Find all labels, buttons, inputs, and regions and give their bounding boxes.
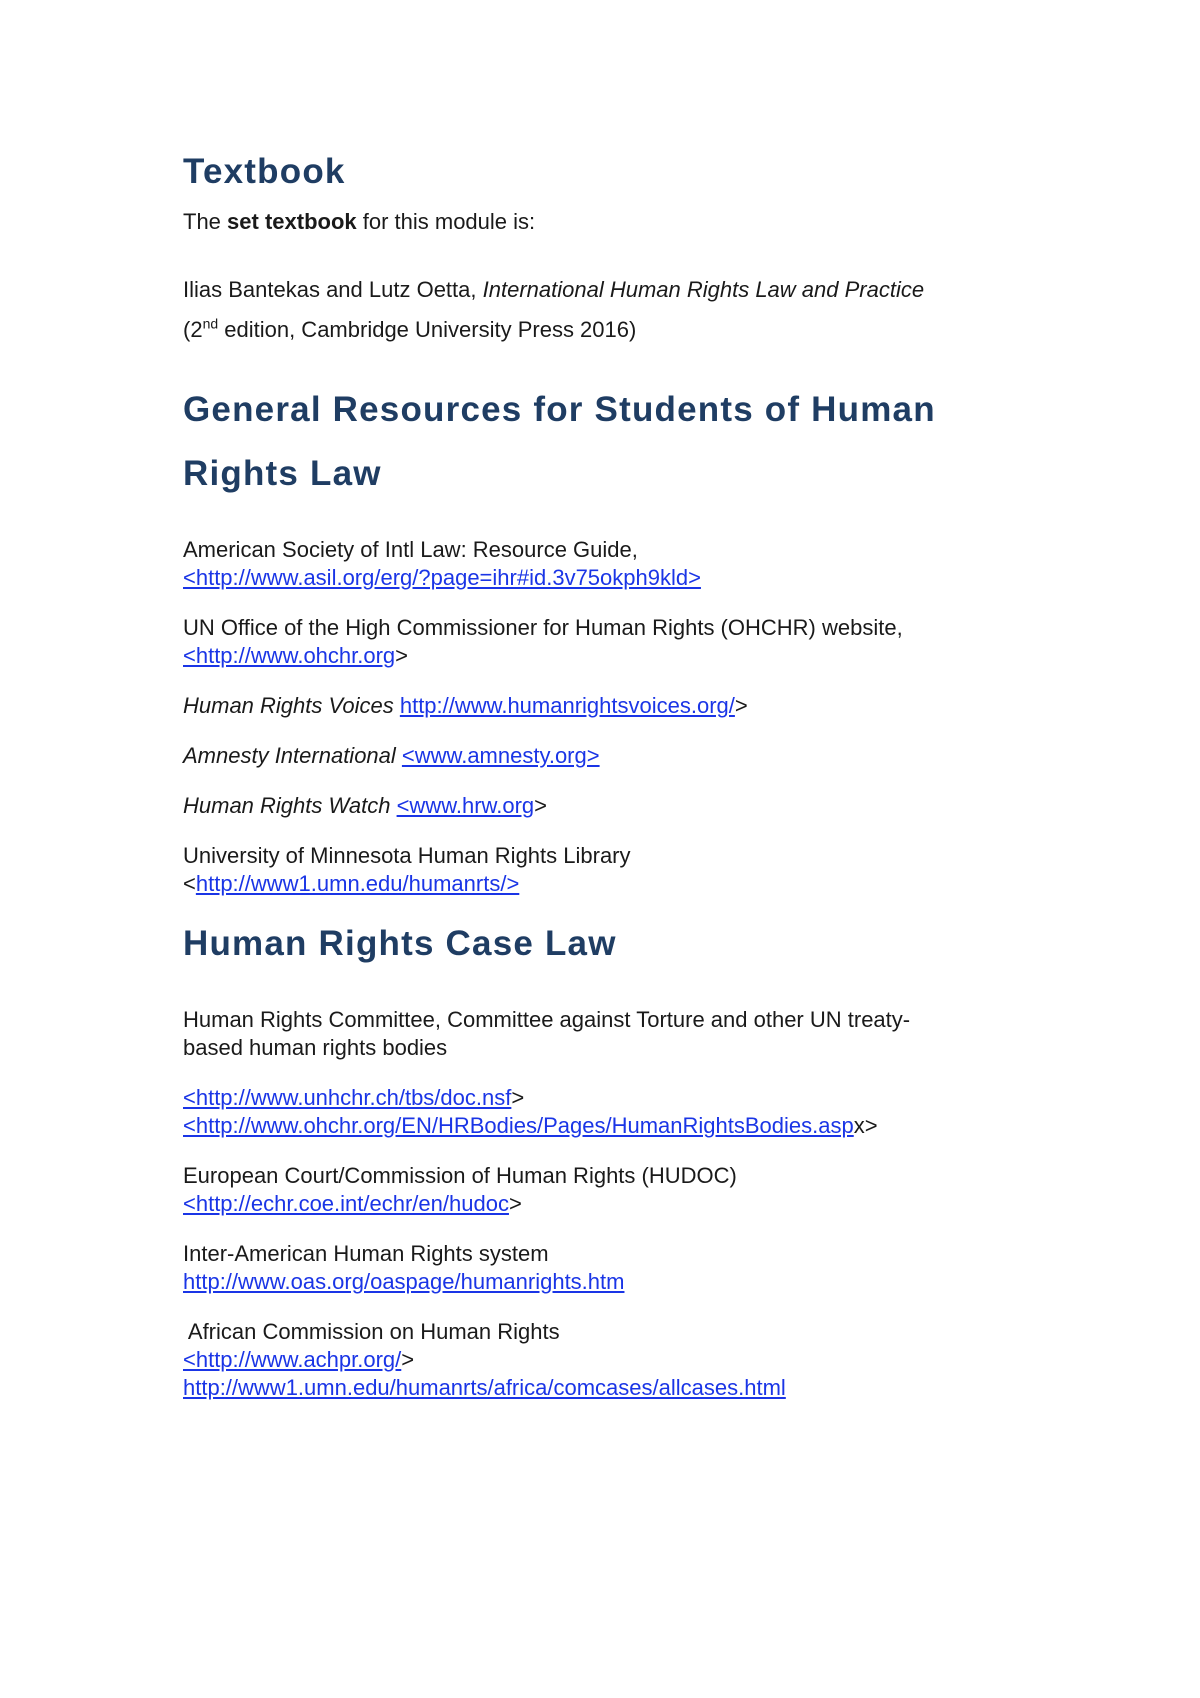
achpr-link[interactable]: <http://www.achpr.org/ — [183, 1347, 402, 1372]
textbook-heading: Textbook — [183, 152, 346, 191]
book-title: International Human Rights Law and Practice — [482, 277, 925, 302]
document-page — [183, 140, 1043, 1402]
ohchr-link[interactable]: <http://www.ohchr.org — [183, 643, 396, 668]
umn-entry: University of Minnesota Human Rights Library <http://www1.umn.edu/humanrts/> — [183, 843, 631, 896]
treaty-bodies-links: <http://www.unhchr.ch/tbs/doc.nsf> <http://www.ohchr.org/EN/HRBodies/Pages/HumanRightsBodies.aspx> — [183, 1085, 878, 1138]
achpr-entry: African Commission on Human Rights <http://www.achpr.org/> http://www1.umn.edu/humanrts/africa/comcases/allcases.html — [183, 1319, 786, 1400]
general-resources-heading: General Resources for Students of Human Rights Law — [183, 390, 936, 493]
textbook-intro: The set textbook for this module is: — [183, 209, 536, 234]
hrw-link[interactable]: <www.hrw.org — [396, 793, 535, 818]
amnesty-link[interactable]: <www.amnesty.org> — [401, 743, 600, 768]
case-law-heading: Human Rights Case Law — [183, 924, 617, 963]
hrw-entry: Human Rights Watch <www.hrw.org> — [183, 793, 547, 818]
hrv-entry: Human Rights Voices http://www.humanrightsvoices.org/> — [183, 693, 748, 718]
amnesty-entry: Amnesty International <www.amnesty.org> — [183, 743, 600, 768]
echr-entry: European Court/Commission of Human Rights (HUDOC) <http://echr.coe.int/echr/en/hudoc> — [183, 1163, 737, 1216]
hrv-link[interactable]: http://www.humanrightsvoices.org/ — [399, 693, 735, 718]
ohchr-entry: UN Office of the High Commissioner for Human Rights (OHCHR) website, <http://www.ohchr.org> — [183, 615, 903, 668]
treaty-bodies-entry: Human Rights Committee, Committee against Torture and other UN treaty- based human rights bodies — [183, 1007, 911, 1060]
asil-link[interactable]: <http://www.asil.org/erg/?page=ihr#id.3v75okph9kld> — [183, 565, 701, 590]
iachr-entry: Inter-American Human Rights system http://www.oas.org/oaspage/humanrights.htm — [183, 1241, 625, 1294]
umn-link[interactable]: http://www1.umn.edu/humanrts/> — [195, 871, 520, 896]
textbook-citation: Ilias Bantekas and Lutz Oetta, International Human Rights Law and Practice (2nd edition, Cambridge University Press 2016) — [183, 277, 925, 342]
asil-entry: American Society of Intl Law: Resource Guide, <http://www.asil.org/erg/?page=ihr#id.3v75okph9kld> — [183, 537, 701, 590]
iachr-link[interactable]: http://www.oas.org/oaspage/humanrights.htm — [183, 1269, 625, 1294]
echr-link[interactable]: <http://echr.coe.int/echr/en/hudoc — [183, 1191, 509, 1216]
set-textbook-bold: set textbook — [227, 209, 357, 234]
ohchr-bodies-link[interactable]: <http://www.ohchr.org/EN/HRBodies/Pages/HumanRightsBodies.asp — [183, 1113, 854, 1138]
umn-africa-link[interactable]: http://www1.umn.edu/humanrts/africa/comcases/allcases.html — [183, 1375, 786, 1400]
unhchr-link[interactable]: <http://www.unhchr.ch/tbs/doc.nsf — [183, 1085, 512, 1110]
